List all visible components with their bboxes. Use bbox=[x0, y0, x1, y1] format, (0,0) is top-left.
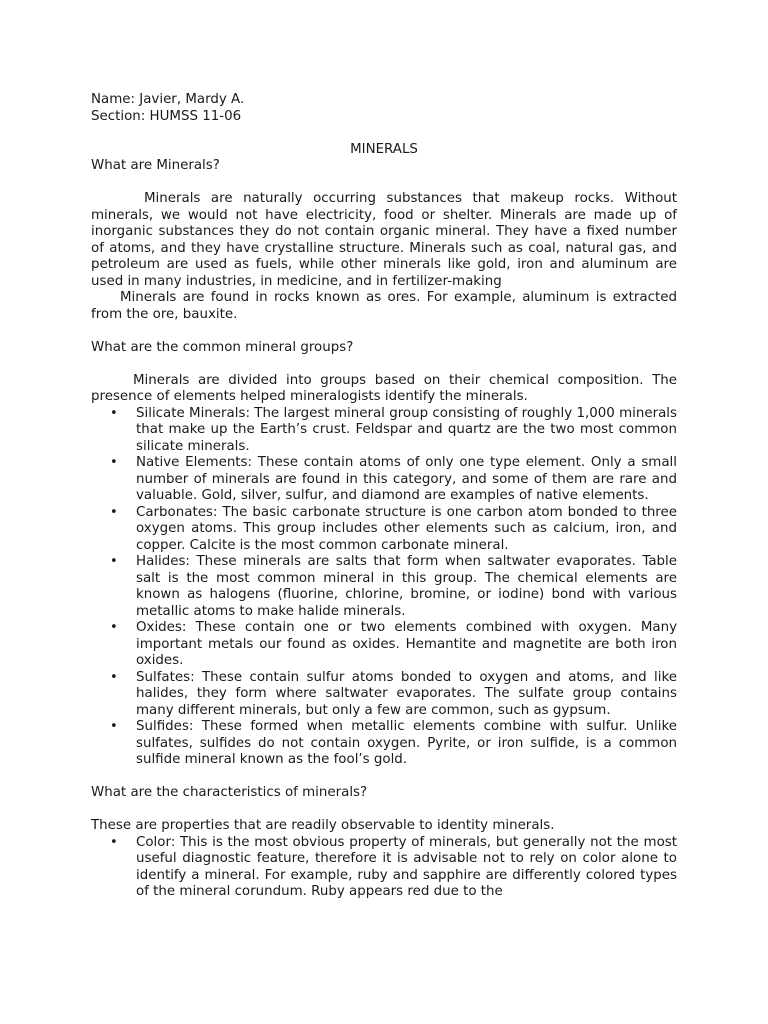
bullet-icon: • bbox=[110, 620, 118, 635]
document-title: MINERALS bbox=[350, 141, 418, 157]
paragraph-groups-intro: Minerals are divided into groups based on their chemical composition. The presence of elements helped mineralogists identify the minerals. bbox=[91, 372, 677, 404]
paragraph-minerals-definition: Minerals are naturally occurring substances that makeup rocks. Without minerals, we would not have electricity, food or shelter. Minerals are made up of inorganic substances they do not contain organic mineral. They have a fixed number of atoms, and they have crystalline structure. Minerals such as coal, natural gas, and petroleum are used as fuels, while other minerals like gold, iron and aluminum are used in many industries, in medicine, and in fertilizer-making bbox=[91, 191, 677, 289]
list-item: • Sulfides: These formed when metallic elements combine with sulfur. Unlike sulfates, sulfides do not contain oxygen. Pyrite, or iron sulfide, is a common sulfide mineral known as the fool’s gold. bbox=[110, 719, 677, 767]
bullet-icon: • bbox=[110, 719, 118, 734]
list-item: • Color: This is the most obvious property of minerals, but generally not the most useful diagnostic feature, therefore it is advisable not to rely on color alone to identify a mineral. For example, ruby and sapphire are differently colored types of the mineral corundum. Ruby appears red due to the bbox=[110, 834, 677, 899]
document-page bbox=[91, 92, 677, 901]
bullet-icon: • bbox=[110, 455, 118, 470]
student-name: Name: Javier, Mardy A. bbox=[91, 92, 245, 107]
list-item: • Carbonates: The basic carbonate structure is one carbon atom bonded to three oxygen atoms. This group includes other elements such as calcium, iron, and copper. Calcite is the most common carbonate mineral. bbox=[110, 504, 677, 553]
question-heading-1: What are Minerals? bbox=[91, 158, 220, 173]
characteristics-list bbox=[91, 835, 677, 901]
question-heading-3: What are the characteristics of minerals? bbox=[91, 785, 368, 800]
bullet-icon: • bbox=[110, 504, 118, 520]
student-section: Section: HUMSS 11-06 bbox=[91, 108, 242, 124]
list-item: • Sulfates: These contain sulfur atoms bonded to oxygen and atoms, and like halides, they form where saltwater evaporates. The sulfate group contains many different minerals, but only a few are common, such as gypsum. bbox=[110, 669, 677, 718]
bullet-icon: • bbox=[110, 834, 118, 850]
list-item: • Native Elements: These contain atoms of only one type element. Only a small number of minerals are found in this category, and some of them are rare and valuable. Gold, silver, sulfur, and diamond are examples of native elements. bbox=[110, 455, 677, 503]
list-item: • Silicate Minerals: The largest mineral group consisting of roughly 1,000 minerals that make up the Earth’s crust. Feldspar and quartz are the two most common silicate minerals. bbox=[110, 405, 677, 454]
mineral-groups-list bbox=[91, 406, 677, 769]
list-item: • Oxides: These contain one or two elements combined with oxygen. Many important metals our found as oxides. Hemantite and magnetite are both iron oxides. bbox=[110, 620, 677, 668]
paragraph-characteristics-intro: These are properties that are readily observable to identity minerals. bbox=[91, 818, 555, 833]
list-item: • Halides: These minerals are salts that form when saltwater evaporates. Table salt is the most common mineral in this group. The chemical elements are known as halogens (fluorine, chlorine, bromine, or iodine) bond with various metallic atoms to make halide minerals. bbox=[110, 554, 677, 619]
bullet-icon: • bbox=[110, 554, 118, 569]
paragraph-ores: Minerals are found in rocks known as ores. For example, aluminum is extracted from the ore, bauxite. bbox=[91, 290, 677, 322]
question-heading-2: What are the common mineral groups? bbox=[91, 339, 354, 355]
bullet-icon: • bbox=[110, 405, 118, 421]
bullet-icon: • bbox=[110, 669, 118, 685]
